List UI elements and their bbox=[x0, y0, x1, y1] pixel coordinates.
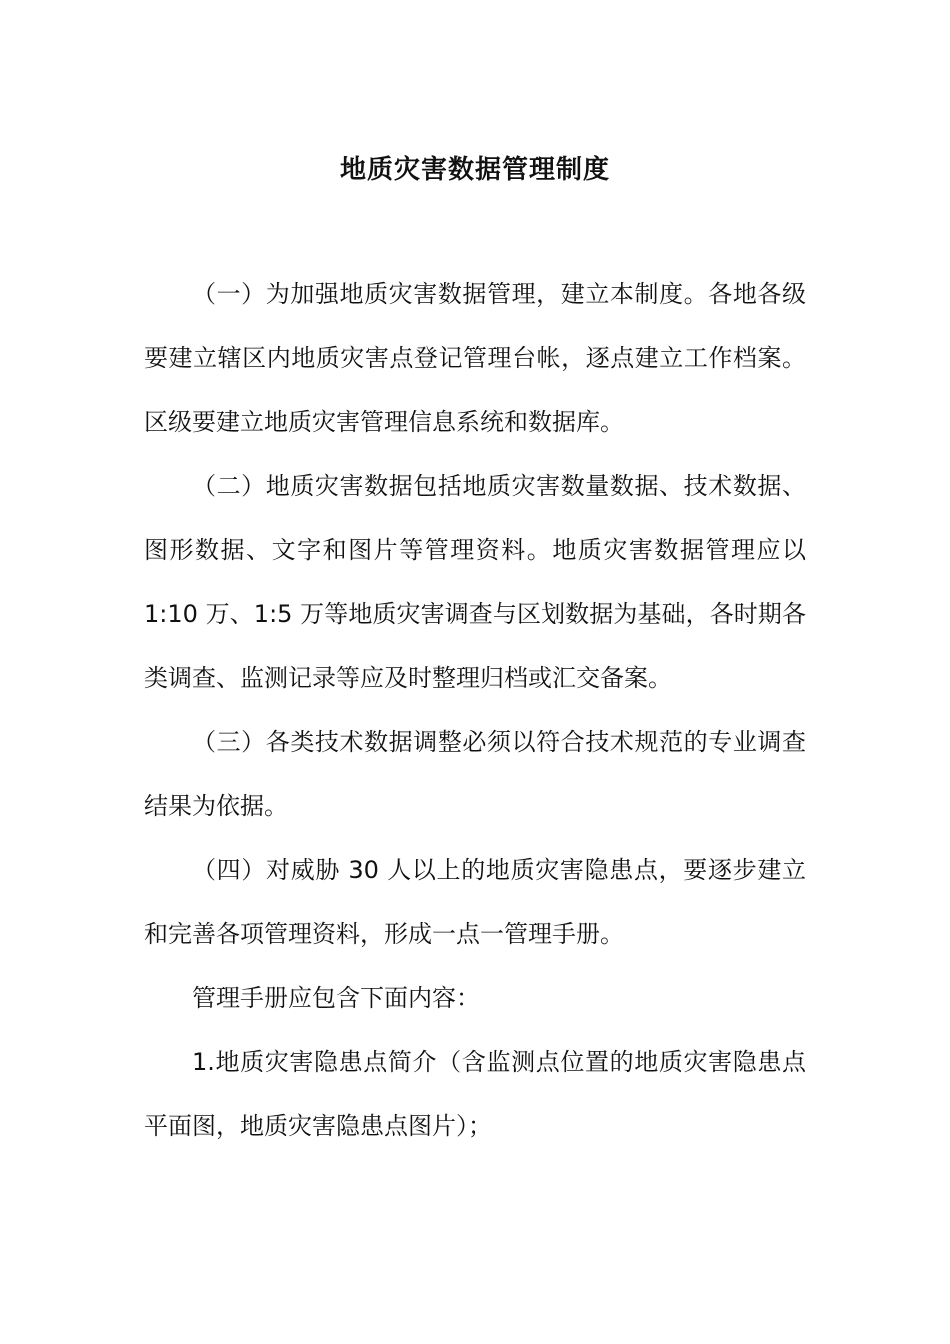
paragraph-2: （二）地质灾害数据包括地质灾害数量数据、技术数据、图形数据、文字和图片等管理资料。地质灾害数据管理应以 1:10 万、1:5 万等地质灾害调查与区划数据为基础，各时期各类调查、监测记录等应及时整理归档或汇交备案。 bbox=[144, 472, 806, 692]
paragraph-5: 管理手册应包含下面内容： bbox=[192, 984, 480, 1012]
paragraph-6: 1.地质灾害隐患点简介（含监测点位置的地质灾害隐患点平面图，地质灾害隐患点图片）； bbox=[144, 1048, 806, 1140]
document-title: 地质灾害数据管理制度 bbox=[339, 155, 610, 185]
paragraph-4: （四）对威胁 30 人以上的地质灾害隐患点，要逐步建立和完善各项管理资料，形成一点一管理手册。 bbox=[144, 856, 806, 948]
document-body bbox=[144, 262, 806, 1158]
paragraph-1: （一）为加强地质灾害数据管理，建立本制度。各地各级要建立辖区内地质灾害点登记管理台帐，逐点建立工作档案。区级要建立地质灾害管理信息系统和数据库。 bbox=[144, 280, 806, 436]
paragraph-3: （三）各类技术数据调整必须以符合技术规范的专业调查结果为依据。 bbox=[144, 728, 806, 820]
